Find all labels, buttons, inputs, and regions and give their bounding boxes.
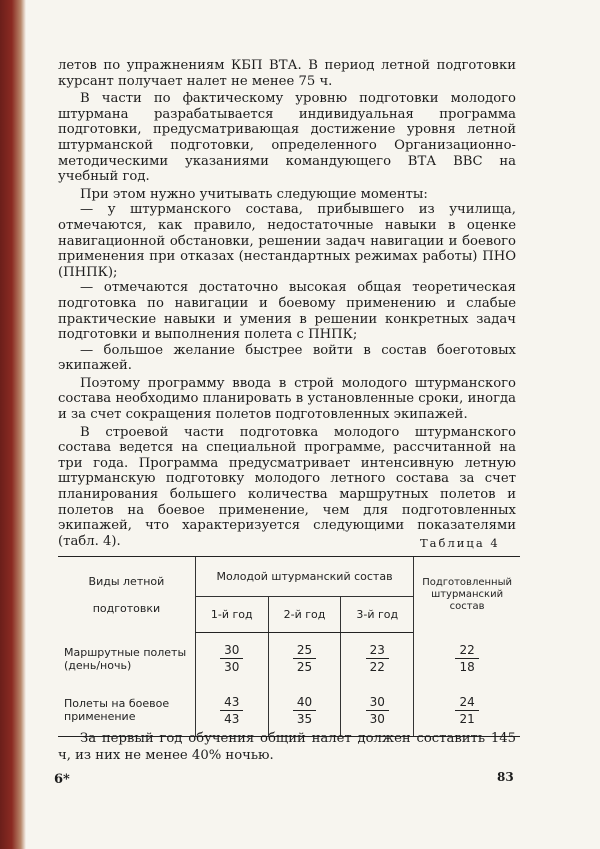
closing-paragraph: За первый год обучения общий налет должен составить 145 ч, из них не менее 40% ночью.: [58, 731, 516, 763]
table-caption: Таблица 4: [420, 536, 500, 550]
header-year-3: 3-й год: [341, 597, 414, 633]
fraction-numerator: 23: [366, 643, 389, 659]
header-young: Молодой штурманский состав: [195, 557, 413, 597]
table-cell: [414, 685, 520, 737]
fraction: [220, 695, 243, 726]
table-cell: [195, 685, 268, 737]
table-cell: [341, 633, 414, 685]
fraction: [366, 695, 389, 726]
list-item: — отмечаются достаточно высокая общая теоретическая подготовка по навигации и боевому применению и слабые практические навыки и умения в решении конкретных задач подготовки и выполнения полета с ПНПК;: [58, 280, 516, 343]
fraction-numerator: 30: [366, 695, 389, 711]
header-kinds-line2: подготовки: [92, 601, 161, 615]
table-cell: [268, 633, 341, 685]
list-item: — у штурманского состава, прибывшего из училища, отмечаются, как правило, недостаточные навыки в оценке навигационной обстановки, решении задач навигации и боевого применения при отказах (нестандартных режимах работы) ПНО (ПНПК);: [58, 202, 516, 280]
header-kinds-line1: Виды летной: [88, 574, 165, 588]
fraction-denominator: 18: [459, 660, 475, 674]
table-row: [58, 685, 520, 737]
fraction-denominator: 22: [369, 660, 385, 675]
table-cell: [195, 633, 268, 685]
paragraph: В части по фактическому уровню подготовки молодого штурмана разрабатывается индивидуальная программа подготовки, предусматривающая достижение уровня летной штурманской подготовки, определенного Организационно-методическими указаниями командующего ВТА ВВС на учебный год.: [58, 91, 516, 185]
row-label: Маршрутные полеты (день/ночь): [64, 645, 187, 672]
header-year-2: 2-й год: [268, 597, 341, 633]
paragraph: При этом нужно учитывать следующие моменты:: [80, 186, 428, 202]
page-number: 83: [497, 770, 514, 784]
fraction-numerator: 22: [455, 643, 478, 659]
book-spine-edge: [0, 0, 26, 849]
fraction-denominator: 21: [459, 711, 475, 726]
table-cell: [341, 685, 414, 737]
table-cell: [268, 685, 341, 737]
paragraph: В строевой части подготовка молодого штурманского состава ведется на специальной программе, рассчитанной на три года. Программа предусматривает интенсивную летную штурманскую подготовку молодого летного состава за счет планирования большего количества маршрутных полетов и полетов на боевое применение, чем для подготовленных экипажей, что характеризуется следующими показателями (табл. 4).: [58, 424, 516, 549]
fraction-numerator: 43: [220, 695, 243, 711]
fraction-denominator: 30: [369, 711, 385, 726]
fraction-numerator: 40: [293, 695, 316, 711]
table-4: [58, 556, 520, 737]
fraction-numerator: 30: [220, 643, 243, 659]
table-cell: [414, 633, 520, 685]
signature-mark: 6*: [54, 772, 70, 787]
header-kinds: [58, 557, 195, 633]
paragraph: Поэтому программу ввода в строй молодого штурманского состава необходимо планировать в установленные сроки, иногда и за счет сокращения полетов подготовленных экипажей.: [58, 375, 516, 423]
fraction-denominator: 43: [224, 711, 240, 726]
header-trained: Подготовленный штурманский состав: [414, 557, 520, 633]
list-item: — большое желание быстрее войти в состав боеготовых экипажей.: [58, 342, 516, 374]
fraction: [293, 695, 316, 726]
fraction-denominator: 30: [224, 660, 240, 675]
paragraph-continuation: летов по упражнениям КБП ВТА. В период летной подготовки курсант получает налет не менее 75 ч.: [58, 58, 516, 89]
fraction: [220, 643, 243, 674]
fraction: [293, 643, 316, 674]
fraction: [366, 643, 389, 674]
fraction-denominator: 25: [296, 660, 313, 675]
fraction-numerator: 25: [293, 643, 316, 659]
table-body: [58, 633, 520, 737]
row-label: Полеты на боевое применение: [58, 685, 195, 737]
header-year-1: 1-й год: [195, 597, 268, 633]
fraction-denominator: 35: [296, 711, 313, 726]
fraction: [455, 643, 478, 674]
fraction: [455, 695, 478, 726]
fraction-numerator: 24: [455, 695, 478, 711]
page-body: [58, 58, 516, 549]
table-row: [58, 633, 520, 685]
